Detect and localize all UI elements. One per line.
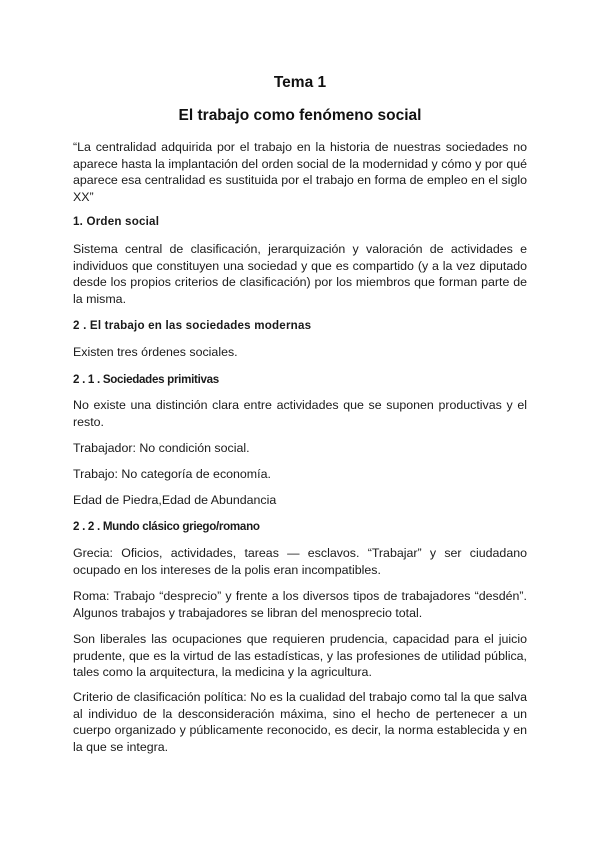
intro-quote: “La centralidad adquirida por el trabajo en la historia de nuestras sociedades no aparece hasta la implantación del orden social de la modernidad y cómo y por qué aparece esa centralidad es sustituida por el trabajo en forma de empleo en el siglo XX” xyxy=(73,140,527,204)
section-2-text: Existen tres órdenes sociales. xyxy=(73,345,238,359)
section-2-1-text-3: Trabajo: No categoría de economía. xyxy=(73,467,271,481)
section-1-heading: 1. Orden social xyxy=(73,215,160,228)
section-2-heading: 2 . El trabajo en las sociedades modernas xyxy=(73,319,312,332)
section-2-1-text-4: Edad de Piedra,Edad de Abundancia xyxy=(73,493,277,507)
page-title: El trabajo como fenómeno social xyxy=(178,107,422,124)
section-2-1-text-1: No existe una distinción clara entre actividades que se suponen productivas y el resto. xyxy=(73,398,527,429)
section-2-2-heading: 2 . 2 . Mundo clásico griego/romano xyxy=(73,520,260,533)
section-2-2-text-1: Grecia: Oficios, actividades, tareas — esclavos. “Trabajar” y ser ciudadano ocupado en los intereses de la polis eran incompatibles. xyxy=(73,546,527,577)
section-2-2-text-4: Criterio de clasificación política: No es la cualidad del trabajo como tal la que salva al individuo de la desconsideración máxima, sino el hecho de pertenecer a un cuerpo organizado y públicamente reconocido, es decir, la norma establecida y en la que se integra. xyxy=(73,690,527,754)
section-2-1-heading: 2 . 1 . Sociedades primitivas xyxy=(73,373,219,386)
section-2-1-text-2: Trabajador: No condición social. xyxy=(73,441,250,455)
section-1-text: Sistema central de clasificación, jerarquización y valoración de actividades e individuos que constituyen una sociedad y que es compartido (y a la vez diputado desde los propios criterios de clasificación) por los miembros que forman parte de la misma. xyxy=(73,242,527,306)
section-2-2-text-3: Son liberales las ocupaciones que requieren prudencia, capacidad para el juicio prudente, que es la virtud de las estadísticas, y las profesiones de utilidad pública, tales como la arquitectura, la medicina y la agricultura. xyxy=(73,632,527,680)
section-2-2-text-2: Roma: Trabajo “desprecio” y frente a los diversos tipos de trabajadores “desdén”. Algunos trabajos y trabajadores se libran del menosprecio total. xyxy=(73,589,527,620)
topic-heading: Tema 1 xyxy=(273,74,327,91)
